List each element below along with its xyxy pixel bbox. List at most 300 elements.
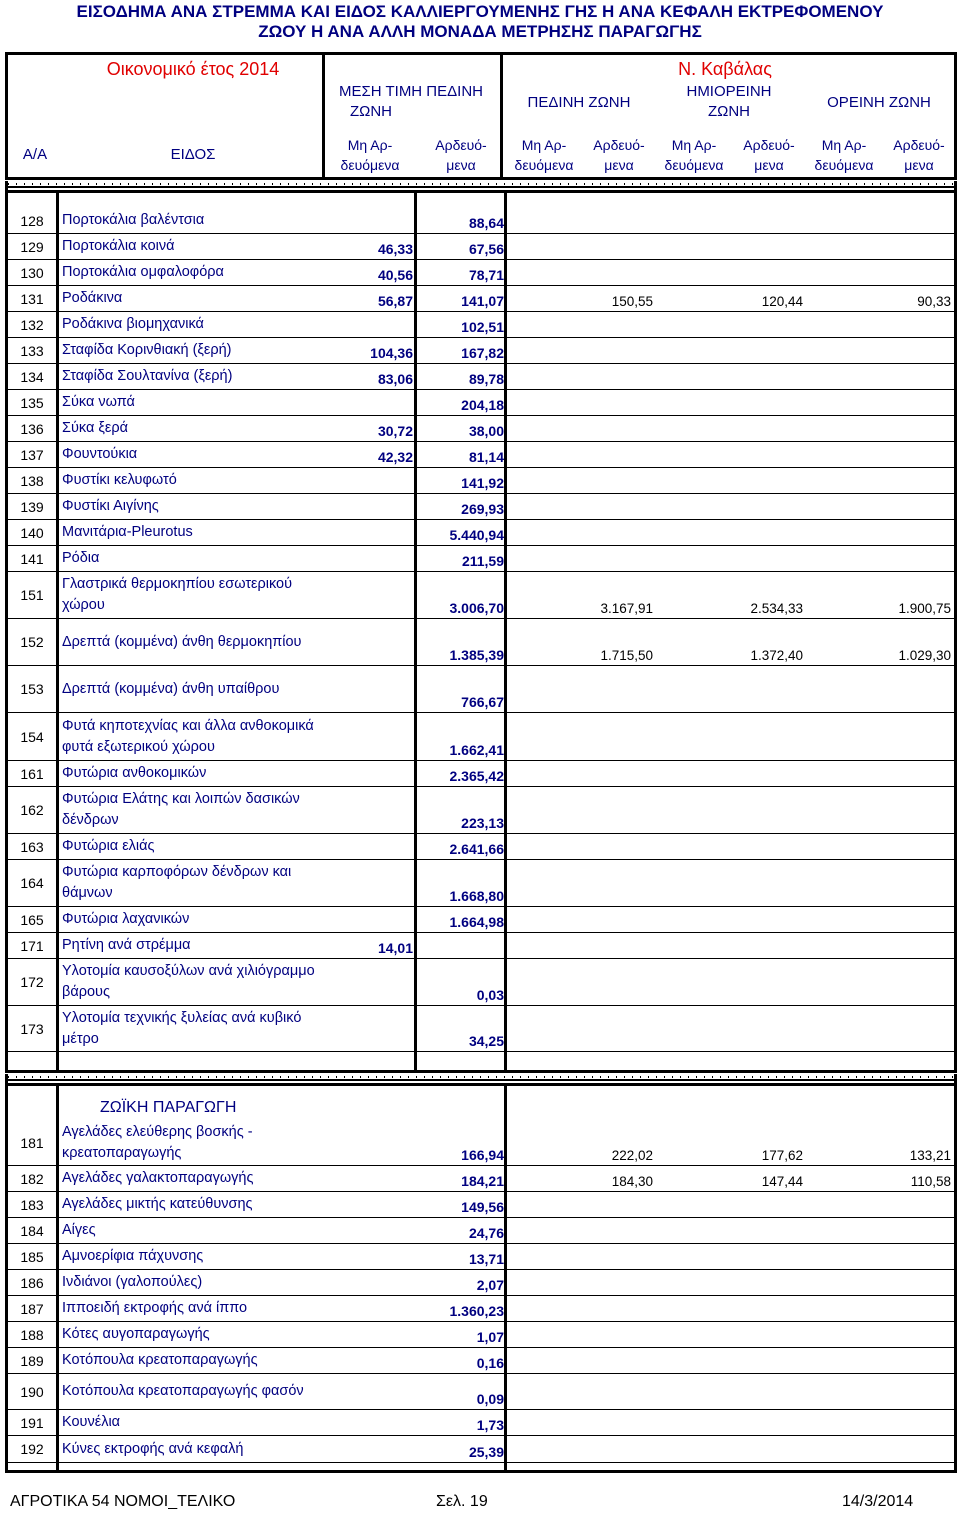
table-row: [8, 860, 954, 907]
imioreini-header-1: ΗΜΙΟΡΕΙΝΗ: [686, 83, 772, 100]
value-semi-mountain-zone: [653, 442, 803, 467]
footer-filename: ΑΓΡΟΤΙΚΑ 54 ΝΟΜΟΙ_ΤΕΛΙΚΟ: [10, 1493, 236, 1510]
value-non-irrigated: [330, 666, 413, 712]
table-row: [8, 208, 954, 234]
value-mountain-zone: [803, 1322, 951, 1347]
table-row: [8, 312, 954, 338]
sub-header-non-irrigated: Μη Αρ- δευόμενα: [340, 137, 400, 173]
value-non-irrigated: [330, 1192, 413, 1217]
item-name: Φυτώρια Ελάτης και λοιπών δασικών δένδρων: [62, 791, 300, 828]
value-non-irrigated: [330, 834, 413, 859]
pedini-header: ΠΕΔΙΝΗ ΖΩΝΗ: [527, 94, 631, 111]
mesi-timi-header-1: ΜΕΣΗ ΤΙΜΗ ΠΕΔΙΝΗ: [338, 83, 484, 100]
value-semi-mountain-zone: [653, 1244, 803, 1269]
value-semi-mountain-zone: 1.372,40: [750, 648, 803, 663]
value-mountain-zone: [803, 713, 951, 760]
sub-header-irrigated: Αρδευό- μενα: [435, 137, 487, 173]
value-irrigated: 269,93: [461, 501, 504, 517]
value-non-irrigated: [330, 860, 413, 906]
table-row: [8, 1244, 954, 1270]
value-irrigated: 1,07: [476, 1329, 504, 1345]
row-number: 172: [20, 974, 44, 990]
row-number: 189: [20, 1352, 44, 1369]
value-non-irrigated: [330, 1410, 413, 1435]
row-number: 135: [20, 394, 44, 411]
sub-header-non-irrigated: Μη Αρ- δευόμενα: [814, 137, 874, 173]
table-row: [8, 761, 954, 787]
value-irrigated: 78,71: [468, 267, 504, 283]
item-name: Δρεπτά (κομμένα) άνθη υπαίθρου: [62, 680, 280, 697]
value-irrigated: 0,03: [476, 987, 504, 1003]
value-mountain-zone: [803, 959, 951, 1005]
table-row: [8, 1006, 954, 1052]
row-number: 152: [20, 634, 44, 650]
table-row: [8, 1374, 954, 1410]
col-eidos-header: ΕΙΔΟΣ: [170, 146, 216, 163]
value-semi-mountain-zone: [653, 338, 803, 363]
row-number: 130: [20, 264, 44, 281]
header-divider: [322, 55, 325, 177]
table-row: [8, 1436, 954, 1463]
row-number: 153: [20, 681, 44, 697]
value-semi-mountain-zone: [653, 1006, 803, 1051]
value-mountain-zone: [803, 666, 951, 712]
value-non-irrigated: 42,32: [377, 449, 413, 465]
item-name: Σύκα νωπά: [62, 394, 135, 410]
value-plain-zone: [508, 1322, 653, 1347]
crops-table: [5, 190, 957, 1073]
value-irrigated: 2.365,42: [449, 768, 504, 784]
value-non-irrigated: [330, 1270, 413, 1295]
value-plain-zone: [508, 390, 653, 415]
value-irrigated: 2.641,66: [449, 841, 504, 857]
row-number: 138: [20, 472, 44, 489]
value-plain-zone: [508, 834, 653, 859]
value-mountain-zone: 90,33: [917, 294, 951, 309]
row-number: 173: [20, 1020, 44, 1037]
item-name: Ιπποειδή εκτροφής ανά ίππο: [62, 1300, 248, 1316]
value-semi-mountain-zone: [653, 260, 803, 285]
row-number: 140: [20, 524, 44, 541]
value-irrigated: 0,16: [476, 1355, 504, 1371]
value-irrigated: 81,14: [468, 449, 504, 465]
value-mountain-zone: [803, 260, 951, 285]
value-irrigated: 1.664,98: [449, 914, 504, 930]
value-semi-mountain-zone: 147,44: [761, 1174, 803, 1189]
value-mountain-zone: [803, 1296, 951, 1321]
value-irrigated: 1.662,41: [449, 742, 504, 758]
sub-header-non-irrigated: Μη Αρ- δευόμενα: [664, 137, 724, 173]
livestock-table: [5, 1083, 957, 1473]
table-row: [8, 494, 954, 520]
value-non-irrigated: 14,01: [377, 940, 413, 956]
value-mountain-zone: [803, 1348, 951, 1373]
value-mountain-zone: [803, 234, 951, 259]
value-plain-zone: [508, 1192, 653, 1217]
value-non-irrigated: [330, 907, 413, 932]
sub-header-irrigated: Αρδευό- μενα: [743, 137, 795, 173]
value-mountain-zone: [803, 1374, 951, 1409]
value-semi-mountain-zone: [653, 494, 803, 519]
row-number: 188: [20, 1326, 44, 1343]
table-row: [8, 1166, 954, 1192]
value-irrigated: 38,00: [468, 423, 504, 439]
value-irrigated: 67,56: [468, 241, 504, 257]
row-number: 139: [20, 498, 44, 515]
value-non-irrigated: [330, 312, 413, 337]
table-row: [8, 338, 954, 364]
value-mountain-zone: [803, 416, 951, 441]
item-name: Κύνες εκτροφής ανά κεφαλή: [62, 1440, 244, 1457]
item-name: Δρεπτά (κομμένα) άνθη θερμοκηπίου: [62, 633, 302, 650]
item-name: Φυστίκι Αιγίνης: [62, 498, 159, 514]
value-irrigated: 184,21: [461, 1173, 504, 1189]
value-plain-zone: [508, 933, 653, 958]
value-plain-zone: [508, 1244, 653, 1269]
value-plain-zone: [508, 787, 653, 833]
value-irrigated: 1.360,23: [449, 1303, 504, 1319]
row-number: 136: [20, 420, 44, 437]
mesi-timi-header-2: ΖΩΝΗ: [349, 103, 393, 120]
value-mountain-zone: [803, 907, 951, 932]
item-name: Ροδάκινα: [62, 290, 123, 306]
value-irrigated: 2,07: [476, 1277, 504, 1293]
row-number: 171: [20, 937, 44, 954]
item-name: Σταφίδα Κορινθιακή (ξερή): [62, 342, 232, 358]
value-semi-mountain-zone: [653, 1436, 803, 1462]
value-semi-mountain-zone: [653, 761, 803, 786]
table-row: [8, 390, 954, 416]
row-number: 134: [20, 368, 44, 385]
row-number: 184: [20, 1222, 44, 1239]
value-semi-mountain-zone: [653, 860, 803, 906]
value-non-irrigated: [330, 761, 413, 786]
value-plain-zone: [508, 260, 653, 285]
value-mountain-zone: 1.900,75: [898, 601, 951, 616]
row-number: 164: [20, 875, 44, 891]
value-semi-mountain-zone: 120,44: [761, 294, 803, 309]
title-line-1: ΕΙΣΟΔΗΜΑ ΑΝΑ ΣΤΡΕΜΜΑ ΚΑΙ ΕΙΔΟΣ ΚΑΛΛΙΕΡΓΟΥΜΕΝΗΣ ΓΗΣ Η ΑΝΑ ΚΕΦΑΛΗ ΕΚΤΡΕΦΟΜΕΝΟΥ: [76, 2, 884, 21]
table-row: [8, 1218, 954, 1244]
table-row: [8, 713, 954, 761]
table-row: [8, 286, 954, 312]
value-mountain-zone: [803, 312, 951, 337]
table-row: [8, 907, 954, 933]
value-non-irrigated: [330, 713, 413, 760]
value-mountain-zone: [803, 390, 951, 415]
value-irrigated: 223,13: [461, 815, 504, 831]
item-name: Σύκα ξερά: [62, 420, 128, 436]
value-mountain-zone: [803, 787, 951, 833]
value-plain-zone: [508, 1374, 653, 1409]
row-number: 191: [20, 1414, 44, 1431]
row-number: 161: [20, 765, 44, 782]
value-semi-mountain-zone: [653, 1270, 803, 1295]
table-row: [8, 1410, 954, 1436]
row-number: 154: [20, 728, 44, 745]
table-row: [8, 1348, 954, 1374]
value-non-irrigated: [330, 390, 413, 415]
row-number: 132: [20, 316, 44, 333]
row-number: 187: [20, 1300, 44, 1317]
value-irrigated: 0,09: [476, 1391, 504, 1407]
row-number: 183: [20, 1196, 44, 1213]
value-irrigated: 24,76: [468, 1225, 504, 1241]
table-row: [8, 442, 954, 468]
value-semi-mountain-zone: [653, 312, 803, 337]
value-plain-zone: 3.167,91: [600, 601, 653, 616]
table-row: [8, 260, 954, 286]
prefecture-name: Ν. Καβάλας: [678, 59, 772, 79]
item-name: Ινδιάνοι (γαλοπούλες): [62, 1274, 203, 1290]
row-number: 185: [20, 1248, 44, 1265]
value-mountain-zone: [803, 1270, 951, 1295]
value-mountain-zone: [803, 1192, 951, 1217]
value-mountain-zone: [803, 1244, 951, 1269]
value-semi-mountain-zone: [653, 390, 803, 415]
value-mountain-zone: 1.029,30: [898, 648, 951, 663]
value-plain-zone: [508, 520, 653, 545]
table-row: [8, 834, 954, 860]
table-row: [8, 416, 954, 442]
item-name: Αμνοερίφια πάχυνσης: [62, 1248, 204, 1264]
value-plain-zone: [508, 468, 653, 493]
value-mountain-zone: [803, 1410, 951, 1435]
item-name: Φυτώρια λαχανικών: [62, 911, 190, 927]
value-plain-zone: [508, 1348, 653, 1373]
value-semi-mountain-zone: [653, 1374, 803, 1409]
value-irrigated: 89,78: [468, 371, 504, 387]
imioreini-header-2: ΖΩΝΗ: [707, 103, 751, 120]
value-semi-mountain-zone: [653, 1322, 803, 1347]
item-name: Πορτοκάλια βαλέντσια: [62, 212, 205, 228]
value-non-irrigated: [330, 1296, 413, 1321]
value-non-irrigated: [330, 468, 413, 493]
value-semi-mountain-zone: [653, 234, 803, 259]
value-plain-zone: 222,02: [611, 1148, 653, 1163]
value-mountain-zone: [803, 442, 951, 467]
table-row: [8, 666, 954, 713]
value-plain-zone: [508, 312, 653, 337]
value-semi-mountain-zone: [653, 546, 803, 571]
value-semi-mountain-zone: [653, 1218, 803, 1243]
value-plain-zone: [508, 860, 653, 906]
table-row: [8, 364, 954, 390]
value-mountain-zone: [803, 1006, 951, 1051]
value-plain-zone: [508, 1436, 653, 1462]
row-number: 182: [20, 1170, 44, 1187]
row-number: 141: [20, 550, 44, 567]
item-name: Φυτώρια καρποφόρων δένδρων και θάμνων: [62, 864, 292, 901]
item-name: Πορτοκάλια κοινά: [62, 238, 175, 254]
value-irrigated: 1.668,80: [449, 888, 504, 904]
value-non-irrigated: [330, 1218, 413, 1243]
value-semi-mountain-zone: [653, 787, 803, 833]
value-plain-zone: [508, 442, 653, 467]
value-irrigated: 5.440,94: [449, 527, 504, 543]
table-row: [8, 933, 954, 959]
value-irrigated: 141,07: [461, 293, 504, 309]
value-irrigated: [420, 933, 504, 958]
value-non-irrigated: 83,06: [377, 371, 413, 387]
value-semi-mountain-zone: [653, 468, 803, 493]
value-irrigated: 149,56: [461, 1199, 504, 1215]
row-number: 137: [20, 446, 44, 463]
value-semi-mountain-zone: [653, 933, 803, 958]
value-irrigated: 1.385,39: [449, 647, 504, 663]
item-name: Αγελάδες γαλακτοπαραγωγής: [62, 1170, 254, 1186]
value-mountain-zone: [803, 761, 951, 786]
value-mountain-zone: [803, 364, 951, 389]
value-non-irrigated: [330, 1166, 413, 1191]
value-plain-zone: [508, 416, 653, 441]
item-name: Υλοτομία καυσοξύλων ανά χιλιόγραμμο βάρους: [62, 963, 315, 1000]
value-plain-zone: [508, 1218, 653, 1243]
table-row: [8, 787, 954, 834]
value-semi-mountain-zone: 2.534,33: [750, 601, 803, 616]
value-semi-mountain-zone: [653, 666, 803, 712]
row-number: 190: [20, 1383, 44, 1400]
row-number: 163: [20, 838, 44, 855]
value-non-irrigated: [330, 572, 413, 618]
sub-header-irrigated: Αρδευό- μενα: [893, 137, 945, 173]
value-non-irrigated: [330, 1348, 413, 1373]
value-non-irrigated: [330, 494, 413, 519]
row-number: 192: [20, 1441, 44, 1457]
item-name: Ρόδια: [62, 550, 100, 566]
item-name: Αίγες: [62, 1222, 96, 1238]
table-row: [8, 1120, 954, 1166]
value-plain-zone: [508, 666, 653, 712]
value-non-irrigated: 46,33: [377, 241, 413, 257]
value-mountain-zone: [803, 1436, 951, 1462]
value-mountain-zone: [803, 834, 951, 859]
row-number: 165: [20, 911, 44, 928]
sub-header-irrigated: Αρδευό- μενα: [593, 137, 645, 173]
value-plain-zone: [508, 713, 653, 760]
value-semi-mountain-zone: [653, 364, 803, 389]
value-non-irrigated: 40,56: [377, 267, 413, 283]
value-mountain-zone: 110,58: [910, 1174, 951, 1189]
separator: [5, 1074, 957, 1083]
table-header: [5, 52, 957, 180]
item-name: Φυστίκι κελυφωτό: [62, 472, 177, 488]
value-non-irrigated: [330, 1006, 413, 1051]
value-plain-zone: 150,55: [611, 294, 653, 309]
value-non-irrigated: [330, 959, 413, 1005]
table-row: [8, 619, 954, 666]
row-number: 151: [20, 587, 44, 603]
value-irrigated: 141,92: [461, 475, 504, 491]
fiscal-year: Οικονομικό έτος 2014: [106, 59, 280, 79]
value-semi-mountain-zone: [653, 520, 803, 545]
value-mountain-zone: [803, 208, 951, 233]
value-plain-zone: 1.715,50: [600, 648, 653, 663]
value-semi-mountain-zone: [653, 713, 803, 760]
item-name: Πορτοκάλια ομφαλοφόρα: [62, 264, 224, 280]
value-mountain-zone: [803, 860, 951, 906]
value-plain-zone: [508, 364, 653, 389]
oreini-header: ΟΡΕΙΝΗ ΖΩΝΗ: [827, 94, 931, 111]
item-name: Αγελάδες ελεύθερης βοσκής - κρεατοπαραγωγής: [62, 1123, 253, 1161]
item-name: Φυτώρια ελιάς: [62, 838, 155, 854]
page-title: [0, 2, 960, 42]
value-irrigated: 204,18: [461, 397, 504, 413]
footer-page-number: Σελ. 19: [436, 1493, 488, 1510]
value-plain-zone: [508, 959, 653, 1005]
table-row: [8, 468, 954, 494]
row-number: 186: [20, 1274, 44, 1291]
row-number: 162: [20, 802, 44, 818]
row-number: 129: [20, 238, 44, 255]
row-number: 133: [20, 342, 44, 359]
row-number: 128: [20, 212, 44, 229]
value-non-irrigated: 104,36: [370, 345, 413, 361]
value-plain-zone: [508, 907, 653, 932]
item-name: Ρητίνη ανά στρέμμα: [62, 937, 191, 953]
value-semi-mountain-zone: [653, 834, 803, 859]
value-mountain-zone: [803, 520, 951, 545]
item-name: Γλαστρικά θερμοκηπίου εσωτερικού χώρου: [62, 576, 293, 613]
value-non-irrigated: [330, 1374, 413, 1409]
item-name: Φυτώρια ανθοκομικών: [62, 765, 207, 781]
value-non-irrigated: [330, 1120, 413, 1165]
value-irrigated: 13,71: [468, 1251, 504, 1267]
value-irrigated: 88,64: [468, 215, 504, 231]
value-plain-zone: [508, 546, 653, 571]
value-plain-zone: [508, 1296, 653, 1321]
value-plain-zone: [508, 338, 653, 363]
value-irrigated: 102,51: [461, 319, 504, 335]
table-row: [8, 520, 954, 546]
item-name: Αγελάδες μικτής κατεύθυνσης: [62, 1196, 253, 1212]
value-non-irrigated: [330, 1244, 413, 1269]
value-irrigated: 3.006,70: [449, 600, 504, 616]
value-non-irrigated: 56,87: [377, 293, 413, 309]
value-plain-zone: [508, 1006, 653, 1051]
value-mountain-zone: [803, 468, 951, 493]
value-non-irrigated: [330, 1436, 413, 1462]
separator: [5, 181, 957, 190]
value-mountain-zone: [803, 933, 951, 958]
value-plain-zone: [508, 1410, 653, 1435]
value-irrigated: 34,25: [468, 1033, 504, 1049]
value-semi-mountain-zone: [653, 208, 803, 233]
value-non-irrigated: [330, 1322, 413, 1347]
table-row: [8, 1192, 954, 1218]
value-mountain-zone: [803, 546, 951, 571]
table-row: [8, 572, 954, 619]
value-mountain-zone: [803, 1218, 951, 1243]
value-irrigated: 25,39: [468, 1444, 504, 1460]
table-row: [8, 234, 954, 260]
value-non-irrigated: [330, 520, 413, 545]
value-plain-zone: [508, 208, 653, 233]
value-plain-zone: 184,30: [611, 1174, 653, 1189]
item-name: Κοτόπουλα κρεατοπαραγωγής φασόν: [62, 1383, 304, 1399]
livestock-section-title: ΖΩΪΚΗ ΠΑΡΑΓΩΓΗ: [100, 1099, 237, 1116]
value-semi-mountain-zone: [653, 1348, 803, 1373]
value-semi-mountain-zone: [653, 1296, 803, 1321]
item-name: Φουντούκια: [62, 446, 138, 462]
item-name: Κοτόπουλα κρεατοπαραγωγής: [62, 1352, 258, 1368]
value-semi-mountain-zone: [653, 907, 803, 932]
row-number: 181: [20, 1134, 44, 1151]
value-non-irrigated: [330, 787, 413, 833]
table-row: [8, 1322, 954, 1348]
value-semi-mountain-zone: [653, 416, 803, 441]
value-plain-zone: [508, 1270, 653, 1295]
